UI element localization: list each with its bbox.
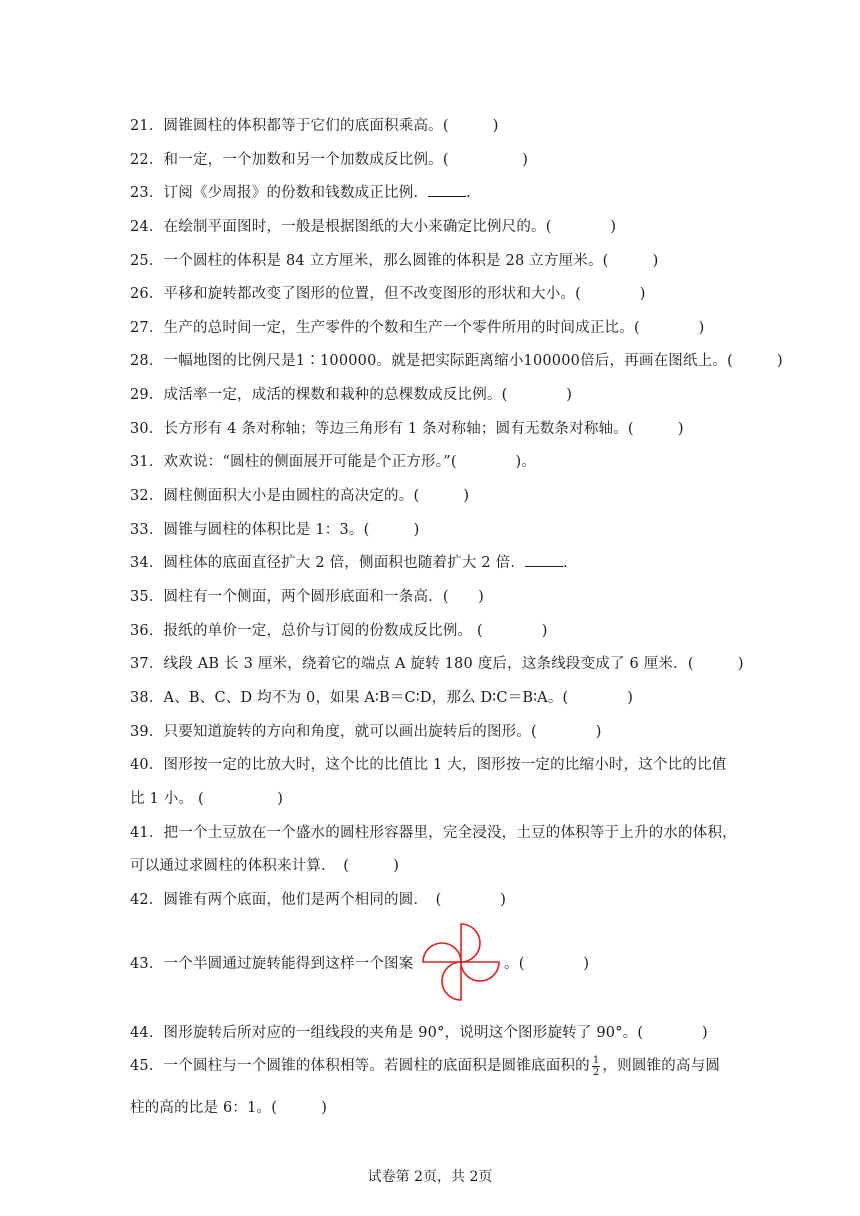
question-43-text: 43．一个半圆通过旋转能得到这样一个图案 [130,956,414,972]
fraction-one-half [592,1055,601,1078]
question-34 [130,551,568,572]
question-25: 25．一个圆柱的体积是 84 立方厘米，那么圆锥的体积是 28 立方厘米。( ) [130,253,659,269]
question-27: 27．生产的总时间一定，生产零件的个数和生产一个零件所用的时间成正比。( ) [130,320,705,336]
question-38: 38．A、B、C、D 均不为 0，如果 A∶B＝C∶D，那么 D∶C＝B∶A。( ) [130,690,634,706]
fraction-denominator: 2 [592,1066,600,1078]
question-23-end: . [466,185,471,201]
question-43-end: 。( ) [504,956,590,972]
question-40-line1: 40．图形按一定的比放大时，这个比的比值比 1 大，图形按一定的比缩小时，这个比的比值 [130,757,727,773]
question-26: 26．平移和旋转都改变了图形的位置，但不改变图形的形状和大小。( ) [130,286,646,302]
question-41-line2: 可以通过求圆柱的体积来计算． ( ) [130,858,400,874]
question-39: 39．只要知道旋转的方向和角度，就可以画出旋转后的图形。( ) [130,724,602,740]
page-footer: 试卷第 2页，共 2页 [367,1169,493,1185]
question-24: 24．在绘制平面图时，一般是根据图纸的大小来确定比例尺的。( ) [130,219,617,235]
question-40-line2: 比 1 小。 ( ) [130,791,284,807]
question-30: 30．长方形有 4 条对称轴；等边三角形有 1 条对称轴；圆有无数条对称轴。( ) [130,421,684,437]
question-31: 31．欢欢说：“圆柱的侧面展开可能是个正方形。”( )。 [130,454,537,470]
question-33: 33．圆锥与圆柱的体积比是 1：3。( ) [130,522,420,538]
question-21: 21．圆锥圆柱的体积都等于它们的底面积乘高。( ) [130,118,499,134]
question-22: 22．和一定，一个加数和另一个加数成反比例。( ) [130,152,529,168]
answer-blank[interactable] [428,184,466,197]
question-32: 32．圆柱侧面积大小是由圆柱的高决定的。( ) [130,488,470,504]
question-23-text: 23．订阅《少周报》的份数和钱数成正比例． [130,185,429,201]
answer-blank[interactable] [525,554,563,567]
fraction-numerator: 1 [592,1054,600,1066]
half-circle-left [423,943,461,962]
question-41-line1: 41．把一个土豆放在一个盛水的圆柱形容器里，完全浸没，土豆的体积等于上升的水的体积， [130,825,737,841]
question-28: 28．一幅地图的比例尺是1∶100000。就是把实际距离缩小100000倍后，再画在图纸上。( ) [130,353,783,369]
question-44: 44．图形旋转后所对应的一组线段的夹角是 90°，说明这个图形旋转了 90°。( ) [130,1025,708,1041]
half-circle-right [461,962,499,981]
question-45-text: 45．一个圆柱与一个圆锥的体积相等。若圆柱的底面积是圆锥底面积的 [130,1058,590,1074]
question-45-text-end: ，则圆锥的高与圆 [602,1058,721,1074]
half-circle-bottom [442,962,461,1000]
question-45-line1 [130,1054,720,1078]
question-29: 29．成活率一定，成活的棵数和栽种的总棵数成反比例。( ) [130,387,573,403]
question-34-end: . [563,555,568,571]
question-45-line2: 柱的高的比是 6：1。( ) [130,1100,328,1116]
question-36: 36．报纸的单价一定，总价与订阅的份数成反比例。 ( ) [130,623,548,639]
half-circle-top [461,924,480,962]
question-23 [130,181,471,202]
question-35: 35．圆柱有一个侧面，两个圆形底面和一条高．( ) [130,589,484,605]
question-34-text: 34．圆柱体的底面直径扩大 2 倍，侧面积也随着扩大 2 倍． [130,555,526,571]
question-37: 37．线段 AB 长 3 厘米，绕着它的端点 A 旋转 180 度后，这条线段变成了 6 厘米．( ) [130,656,744,672]
pinwheel-figure [419,920,503,1004]
question-42: 42．圆锥有两个底面，他们是两个相同的圆． ( ) [130,892,507,908]
